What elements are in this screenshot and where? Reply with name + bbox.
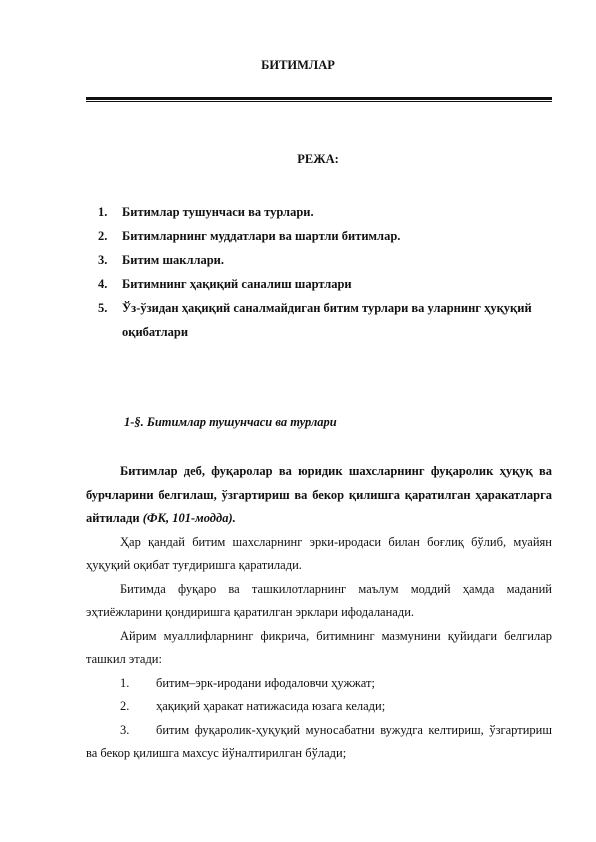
document-title: БИТИМЛАР bbox=[261, 58, 335, 72]
feature-number: 3. bbox=[120, 722, 130, 737]
feature-text: битим фуқаролик-ҳуқуқий муносабатни вужудга келтириш, ўзгартириш ва бекор қилишга махсус йўналтирилган бўлади; bbox=[86, 722, 552, 760]
plan-item-text: Битимлар тушунчаси ва турлари. bbox=[122, 205, 314, 219]
plan-heading: РЕЖА: bbox=[297, 152, 339, 166]
title-rule-thick bbox=[86, 97, 552, 100]
paragraph: Битимда фуқаро ва ташкилотларнинг маълум моддий ҳамда маданий эҳтиёжларини қондиришга қаратилган эрклари ифодаланади. bbox=[86, 581, 552, 619]
section-heading: 1-§. Битимлар тушунчаси ва турлари bbox=[124, 415, 337, 429]
definition-text: Битимлар деб, фуқаролар ва юридик шахсларнинг фуқаролик ҳуқуқ ва бурчларини белгилаш, ўзгартириш ва бекор қилишга қаратилган ҳаракатларга айтилади bbox=[86, 464, 552, 525]
plan-item-text: Ўз-ўзидан ҳақиқий саналмайдиган битим турлари ва уларнинг ҳуқуқий оқибатлари bbox=[122, 301, 532, 339]
plan-item-number: 2. bbox=[98, 229, 108, 243]
plan-item-number: 5. bbox=[98, 301, 108, 315]
feature-item bbox=[86, 719, 552, 766]
plan-item bbox=[98, 248, 548, 272]
plan-item bbox=[98, 200, 548, 224]
plan-item-text: Битимларнинг муддатлари ва шартли битимлар. bbox=[122, 229, 401, 243]
plan-list bbox=[98, 200, 548, 344]
feature-item bbox=[86, 695, 552, 719]
feature-item bbox=[86, 672, 552, 696]
feature-text: ҳақиқий ҳаракат натижасида юзага келади; bbox=[156, 699, 386, 713]
plan-item-text: Битимнинг ҳақиқий саналиш шартлари bbox=[122, 277, 352, 291]
plan-item-number: 1. bbox=[98, 205, 108, 219]
plan-item-number: 3. bbox=[98, 253, 108, 267]
feature-text: битим–эрк-иродани ифодаловчи ҳужжат; bbox=[156, 675, 375, 690]
plan-item bbox=[98, 224, 548, 248]
plan-item-text: Битим шакллари. bbox=[122, 253, 225, 267]
definition-reference: (ФК, 101-модда). bbox=[142, 511, 236, 525]
paragraph: Ҳар қандай битим шахсларнинг эрки-иродаси билан боғлиқ бўлиб, муайян ҳуқуқий оқибат туғдиришга қаратилади. bbox=[86, 534, 552, 572]
title-rule-thin bbox=[86, 101, 552, 102]
plan-item bbox=[98, 296, 548, 344]
definition-paragraph bbox=[86, 460, 552, 531]
plan-item bbox=[98, 272, 548, 296]
paragraph: Айрим муаллифларнинг фикрича, битимнинг мазмунини қуйидаги белгилар ташкил этади: bbox=[86, 628, 552, 666]
body-text bbox=[86, 460, 552, 766]
feature-number: 1. bbox=[120, 675, 130, 690]
plan-item-number: 4. bbox=[98, 277, 108, 291]
feature-number: 2. bbox=[120, 699, 130, 713]
